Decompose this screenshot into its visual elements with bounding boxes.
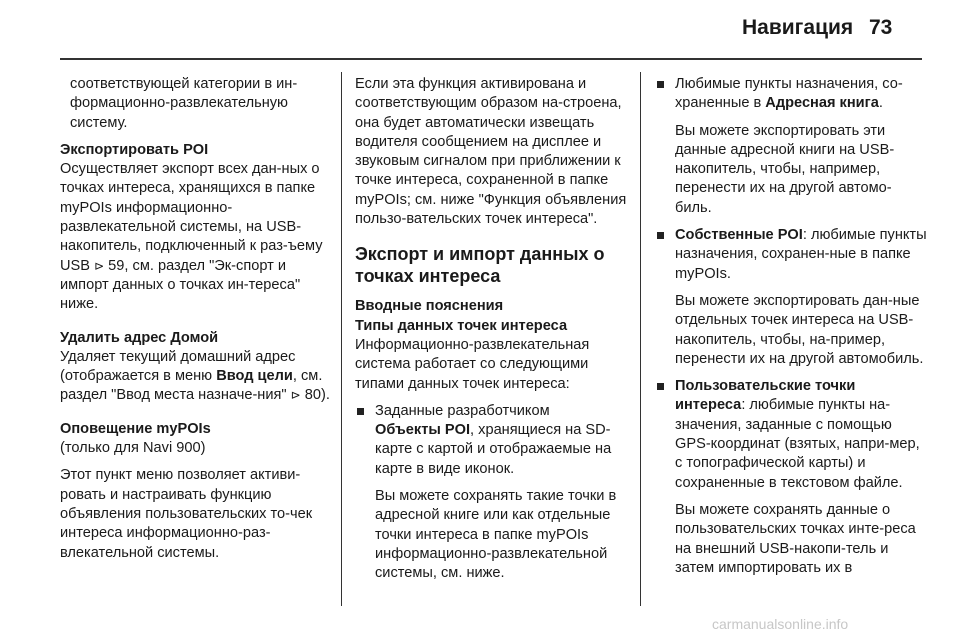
notify-title: Оповещение myPOIs (60, 420, 211, 437)
bullet-2-text (675, 75, 927, 114)
bullet-1-title: Заданные разработчиком (375, 402, 550, 419)
export-text-b: 59, см. раздел "Эк-спорт и импорт данных о точках ин-тереса" ниже. (60, 257, 301, 313)
bullet-1-text: , хранящиеся на SD-карте с картой и отображаемые на карте в виде иконок. (375, 422, 612, 477)
bullet-square-icon (657, 232, 664, 239)
delete-heading (60, 329, 330, 348)
export-text (60, 160, 330, 314)
types-text: Информационно-развлекательная система работает со следующими типами данных точек интереса: (355, 336, 590, 392)
export-title: Экспортировать POI (60, 141, 209, 158)
export-heading (60, 141, 330, 160)
bullet-4-more: Вы можете сохранять данные о пользовательских точках инте-реса на внешний USB-накопи-тель и затем импортировать их в (675, 501, 916, 576)
ref-arrow-icon: ⊳ (94, 258, 105, 273)
list-item (655, 75, 927, 114)
bullet-1-bold: Объекты POI (375, 422, 471, 439)
bullet-1-body (375, 421, 627, 479)
sub-title-types: Типы данных точек интереса (355, 317, 568, 334)
header-title: Навигация (742, 16, 854, 39)
column-3 (655, 75, 927, 578)
column-1 (60, 75, 330, 563)
delete-text-c: 80). (300, 387, 330, 404)
bullet-3-more: Вы можете экспортировать дан-ные отдельных точек интереса на USB-накопитель, чтобы, на-пример, перенести их на другой автомобиль. (675, 292, 924, 367)
bullet-1-more: Вы можете сохранять такие точки в адресной книге или как отдельные точки интереса в папке myPOIs информационно-развлекательной системы, см. ниже. (375, 488, 617, 582)
list-item (655, 226, 927, 284)
bullet-square-icon (657, 81, 664, 88)
column-2 (355, 75, 627, 584)
delete-menu-name: Ввод цели (216, 368, 293, 385)
watermark: carmanualsonline.info (712, 616, 849, 632)
ref-arrow-icon: ⊳ (290, 388, 301, 403)
types-subheading (355, 317, 627, 336)
delete-text-b: , см. раздел "Ввод места назначе-ния" (60, 368, 323, 404)
bullet-2-a: Любимые пункты назначения, со-храненные в (675, 76, 903, 112)
delete-title: Удалить адрес Домой (60, 329, 219, 346)
bullet-2-more: Вы можете экспортировать эти данные адресной книги на USB-накопитель, чтобы, например, перенести их на другой автомо-биль. (675, 122, 895, 216)
notify-heading (60, 420, 330, 439)
bullet-4-bold: Пользовательские точки интереса (675, 378, 856, 414)
bullet-square-icon (657, 383, 664, 390)
column-divider-1 (341, 72, 342, 606)
bullet-3-body: : любимые пункты назначения, сохранен-ные в папке myPOIs. (675, 227, 927, 282)
intro-subheading (355, 297, 627, 316)
notify-subtitle: (только для Navi 900) (60, 440, 206, 457)
bullet-2-bold: Адресная книга (765, 95, 879, 112)
bullet-square-icon (357, 408, 364, 415)
bullet-4-body: : любимые пункты на-значения, заданные с помощью GPS-координат (взятых, напри-мер, с топографической карты) и сохраненные в текстовом файле. (675, 397, 920, 491)
bullet-4-text (675, 377, 927, 493)
activation-text: Если эта функция активирована и соответствующим образом на-строена, она будет автоматически извещать водителя сообщением на дисплее и звуковым сигналом при приближении к точке интереса, сохраненной в папке myPOIs; см. ниже "Функция объявления пользо-вательских точек интереса". (355, 76, 627, 228)
bullet-2-b: . (878, 95, 883, 112)
column-divider-2 (640, 72, 641, 606)
bullet-3-text (675, 226, 927, 284)
list-item (355, 402, 627, 479)
export-text-a: Осуществляет экспорт всех дан-ных о точках интереса, хранящихся в папке myPOIs информационно-развлекательной системы, на USB-накопитель, подключенный к раз-ъему USB (60, 161, 323, 274)
sub-title-intro: Вводные пояснения (355, 298, 504, 315)
delete-text-a: Удаляет текущий домашний адрес (отображается в меню (60, 348, 296, 385)
header-rule (60, 58, 922, 60)
intro-text: соответствующей категории в ин-формационно-развлекательную систему. (70, 76, 298, 131)
notify-text: Этот пункт меню позволяет активи-ровать и настраивать функцию объявления пользовательских то-чек интереса информационно-раз-влекательной системы. (60, 467, 313, 561)
section-title: Экспорт и импорт данных о точках интереса (355, 244, 605, 287)
delete-text (60, 348, 330, 406)
bullet-3-bold: Собственные POI (675, 227, 803, 244)
page-number: 73 (869, 16, 893, 39)
list-item (655, 377, 927, 493)
